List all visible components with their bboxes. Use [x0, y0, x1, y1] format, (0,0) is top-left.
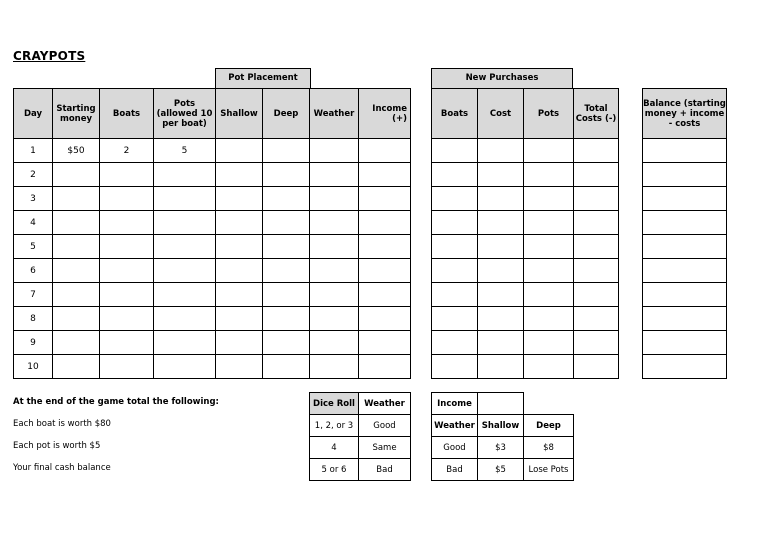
income-title-row	[432, 393, 574, 415]
header-total-costs: Total Costs (-)	[574, 89, 619, 139]
cell-day[interactable]: 1	[14, 139, 53, 163]
table-row	[432, 355, 619, 379]
table-row	[14, 259, 411, 283]
header-income-weather: Weather	[432, 415, 478, 437]
table-row	[643, 355, 727, 379]
table-row	[14, 331, 411, 355]
table-row	[432, 331, 619, 355]
table-row	[432, 283, 619, 307]
dice-cell: 1, 2, or 3	[310, 415, 359, 437]
cell-purchase-cost[interactable]	[478, 283, 524, 307]
cell-income[interactable]	[359, 283, 411, 307]
cell-total-costs[interactable]	[574, 211, 619, 235]
cell-starting-money[interactable]	[53, 235, 100, 259]
table-row	[432, 139, 619, 163]
income-cell: Lose Pots	[524, 459, 574, 481]
cell-boats[interactable]	[100, 331, 154, 355]
cell-total-costs[interactable]	[574, 139, 619, 163]
header-purchase-pots: Pots	[524, 89, 574, 139]
header-boats: Boats	[100, 89, 154, 139]
cell-boats[interactable]	[100, 283, 154, 307]
cell-purchase-pots[interactable]	[524, 163, 574, 187]
cell-purchase-cost[interactable]	[478, 187, 524, 211]
cell-starting-money[interactable]	[53, 211, 100, 235]
cell-balance[interactable]	[643, 235, 727, 259]
cell-income[interactable]	[359, 307, 411, 331]
cell-balance[interactable]	[643, 259, 727, 283]
main-game-table	[13, 88, 411, 379]
dice-cell: Same	[359, 437, 411, 459]
table-row	[432, 211, 619, 235]
cell-total-costs[interactable]	[574, 355, 619, 379]
cell-day[interactable]: 5	[14, 235, 53, 259]
page-title: CRAYPOTS	[13, 49, 86, 63]
cell-pots[interactable]	[154, 355, 216, 379]
cell-balance[interactable]	[643, 307, 727, 331]
header-purchase-cost: Cost	[478, 89, 524, 139]
header-day: Day	[14, 89, 53, 139]
end-note-item: Each boat is worth $80	[13, 419, 111, 429]
cell-shallow[interactable]	[216, 139, 263, 163]
cell-purchase-cost[interactable]	[478, 139, 524, 163]
empty-cell	[524, 393, 574, 415]
cell-weather[interactable]	[310, 163, 359, 187]
header-purchase-boats: Boats	[432, 89, 478, 139]
cell-balance[interactable]	[643, 283, 727, 307]
header-balance: Balance (starting money + income - costs	[643, 89, 727, 139]
cell-purchase-pots[interactable]	[524, 307, 574, 331]
table-row	[643, 331, 727, 355]
cell-deep[interactable]	[263, 235, 310, 259]
cell-shallow[interactable]	[216, 331, 263, 355]
cell-pots[interactable]	[154, 187, 216, 211]
cell-pots[interactable]	[154, 163, 216, 187]
dice-roll-table	[309, 392, 411, 481]
cell-balance[interactable]	[643, 355, 727, 379]
table-row	[643, 307, 727, 331]
cell-starting-money[interactable]	[53, 163, 100, 187]
table-row	[14, 307, 411, 331]
cell-purchase-cost[interactable]	[478, 259, 524, 283]
cell-starting-money[interactable]	[53, 307, 100, 331]
cell-pots[interactable]	[154, 331, 216, 355]
cell-total-costs[interactable]	[574, 187, 619, 211]
cell-boats[interactable]	[100, 163, 154, 187]
dice-header-row	[310, 393, 411, 415]
cell-shallow[interactable]	[216, 283, 263, 307]
cell-boats[interactable]: 2	[100, 139, 154, 163]
cell-purchase-boats[interactable]	[432, 355, 478, 379]
cell-shallow[interactable]	[216, 187, 263, 211]
cell-income[interactable]	[359, 187, 411, 211]
cell-starting-money[interactable]	[53, 187, 100, 211]
cell-pots[interactable]: 5	[154, 139, 216, 163]
new-purchases-header: New Purchases	[431, 68, 573, 88]
table-row	[643, 235, 727, 259]
purchases-header-row	[432, 89, 619, 139]
cell-purchase-boats[interactable]	[432, 187, 478, 211]
cell-deep[interactable]	[263, 355, 310, 379]
income-cell: Bad	[432, 459, 478, 481]
table-row	[14, 139, 411, 163]
table-row	[310, 459, 411, 481]
cell-balance[interactable]	[643, 211, 727, 235]
header-pots: Pots (allowed 10 per boat)	[154, 89, 216, 139]
balance-table	[642, 88, 727, 379]
table-row	[643, 259, 727, 283]
cell-shallow[interactable]	[216, 163, 263, 187]
table-row	[310, 415, 411, 437]
cell-weather[interactable]	[310, 211, 359, 235]
cell-purchase-boats[interactable]	[432, 331, 478, 355]
cell-deep[interactable]	[263, 187, 310, 211]
cell-weather[interactable]	[310, 235, 359, 259]
dice-cell: Bad	[359, 459, 411, 481]
table-row	[432, 459, 574, 481]
cell-day[interactable]: 8	[14, 307, 53, 331]
cell-weather[interactable]	[310, 259, 359, 283]
cell-purchase-boats[interactable]	[432, 211, 478, 235]
cell-day[interactable]: 2	[14, 163, 53, 187]
cell-balance[interactable]	[643, 163, 727, 187]
table-row	[14, 211, 411, 235]
cell-deep[interactable]	[263, 259, 310, 283]
dice-cell: 4	[310, 437, 359, 459]
end-note-item: Each pot is worth $5	[13, 441, 101, 451]
cell-pots[interactable]	[154, 283, 216, 307]
income-table	[431, 392, 574, 481]
table-row	[14, 187, 411, 211]
cell-shallow[interactable]	[216, 307, 263, 331]
cell-purchase-cost[interactable]	[478, 355, 524, 379]
cell-day[interactable]: 9	[14, 331, 53, 355]
cell-purchase-pots[interactable]	[524, 187, 574, 211]
cell-weather[interactable]	[310, 283, 359, 307]
cell-purchase-boats[interactable]	[432, 259, 478, 283]
cell-purchase-boats[interactable]	[432, 307, 478, 331]
cell-shallow[interactable]	[216, 355, 263, 379]
cell-balance[interactable]	[643, 331, 727, 355]
cell-income[interactable]	[359, 355, 411, 379]
balance-header-row	[643, 89, 727, 139]
cell-starting-money[interactable]	[53, 283, 100, 307]
cell-day[interactable]: 7	[14, 283, 53, 307]
main-table-header-row	[14, 89, 411, 139]
cell-starting-money[interactable]: $50	[53, 139, 100, 163]
end-note-item: Your final cash balance	[13, 463, 111, 473]
cell-purchase-boats[interactable]	[432, 163, 478, 187]
table-row	[643, 187, 727, 211]
cell-purchase-cost[interactable]	[478, 235, 524, 259]
cell-income[interactable]	[359, 139, 411, 163]
cell-income[interactable]	[359, 331, 411, 355]
cell-total-costs[interactable]	[574, 235, 619, 259]
header-starting-money: Starting money	[53, 89, 100, 139]
cell-balance[interactable]	[643, 187, 727, 211]
table-row	[432, 235, 619, 259]
header-income: Income (+)	[359, 89, 411, 139]
cell-income[interactable]	[359, 259, 411, 283]
table-row	[432, 307, 619, 331]
cell-purchase-pots[interactable]	[524, 355, 574, 379]
cell-deep[interactable]	[263, 283, 310, 307]
cell-deep[interactable]	[263, 163, 310, 187]
cell-pots[interactable]	[154, 307, 216, 331]
header-weather: Weather	[310, 89, 359, 139]
cell-day[interactable]: 10	[14, 355, 53, 379]
income-cell: Good	[432, 437, 478, 459]
table-row	[432, 437, 574, 459]
cell-deep[interactable]	[263, 211, 310, 235]
cell-pots[interactable]	[154, 235, 216, 259]
header-income-deep: Deep	[524, 415, 574, 437]
cell-deep[interactable]	[263, 331, 310, 355]
header-deep: Deep	[263, 89, 310, 139]
cell-starting-money[interactable]	[53, 355, 100, 379]
cell-boats[interactable]	[100, 355, 154, 379]
cell-weather[interactable]	[310, 307, 359, 331]
table-row	[643, 283, 727, 307]
cell-purchase-pots[interactable]	[524, 283, 574, 307]
income-cell: $8	[524, 437, 574, 459]
cell-purchase-pots[interactable]	[524, 139, 574, 163]
header-dice-weather: Weather	[359, 393, 411, 415]
cell-starting-money[interactable]	[53, 259, 100, 283]
table-row	[14, 235, 411, 259]
table-row	[643, 163, 727, 187]
cell-boats[interactable]	[100, 259, 154, 283]
cell-deep[interactable]	[263, 139, 310, 163]
pot-placement-header: Pot Placement	[215, 68, 311, 88]
cell-purchase-boats[interactable]	[432, 283, 478, 307]
dice-cell: Good	[359, 415, 411, 437]
cell-total-costs[interactable]	[574, 163, 619, 187]
cell-shallow[interactable]	[216, 211, 263, 235]
cell-boats[interactable]	[100, 211, 154, 235]
cell-purchase-pots[interactable]	[524, 259, 574, 283]
table-row	[432, 259, 619, 283]
cell-purchase-cost[interactable]	[478, 211, 524, 235]
income-cell: $3	[478, 437, 524, 459]
cell-income[interactable]	[359, 211, 411, 235]
cell-boats[interactable]	[100, 187, 154, 211]
table-row	[310, 437, 411, 459]
header-dice-roll: Dice Roll	[310, 393, 359, 415]
income-title: Income	[432, 393, 478, 415]
table-row	[14, 163, 411, 187]
cell-deep[interactable]	[263, 307, 310, 331]
cell-day[interactable]: 4	[14, 211, 53, 235]
end-notes-heading: At the end of the game total the following:	[13, 397, 219, 407]
table-row	[643, 139, 727, 163]
cell-weather[interactable]	[310, 139, 359, 163]
cell-total-costs[interactable]	[574, 259, 619, 283]
table-row	[432, 163, 619, 187]
cell-purchase-pots[interactable]	[524, 211, 574, 235]
purchases-table	[431, 88, 619, 379]
cell-pots[interactable]	[154, 259, 216, 283]
cell-purchase-boats[interactable]	[432, 235, 478, 259]
table-row	[432, 187, 619, 211]
cell-day[interactable]: 6	[14, 259, 53, 283]
cell-day[interactable]: 3	[14, 187, 53, 211]
table-row	[643, 211, 727, 235]
cell-total-costs[interactable]	[574, 307, 619, 331]
dice-cell: 5 or 6	[310, 459, 359, 481]
header-shallow: Shallow	[216, 89, 263, 139]
cell-income[interactable]	[359, 163, 411, 187]
header-income-shallow: Shallow	[478, 415, 524, 437]
income-cell: $5	[478, 459, 524, 481]
cell-boats[interactable]	[100, 307, 154, 331]
table-row	[14, 283, 411, 307]
cell-starting-money[interactable]	[53, 331, 100, 355]
cell-purchase-pots[interactable]	[524, 235, 574, 259]
cell-income[interactable]	[359, 235, 411, 259]
cell-weather[interactable]	[310, 331, 359, 355]
cell-purchase-cost[interactable]	[478, 307, 524, 331]
cell-weather[interactable]	[310, 187, 359, 211]
cell-balance[interactable]	[643, 139, 727, 163]
cell-total-costs[interactable]	[574, 283, 619, 307]
cell-shallow[interactable]	[216, 235, 263, 259]
cell-shallow[interactable]	[216, 259, 263, 283]
table-row	[14, 355, 411, 379]
cell-pots[interactable]	[154, 211, 216, 235]
cell-boats[interactable]	[100, 235, 154, 259]
empty-cell	[478, 393, 524, 415]
cell-total-costs[interactable]	[574, 331, 619, 355]
cell-purchase-boats[interactable]	[432, 139, 478, 163]
cell-purchase-pots[interactable]	[524, 331, 574, 355]
cell-purchase-cost[interactable]	[478, 163, 524, 187]
cell-purchase-cost[interactable]	[478, 331, 524, 355]
income-header-row	[432, 415, 574, 437]
cell-weather[interactable]	[310, 355, 359, 379]
